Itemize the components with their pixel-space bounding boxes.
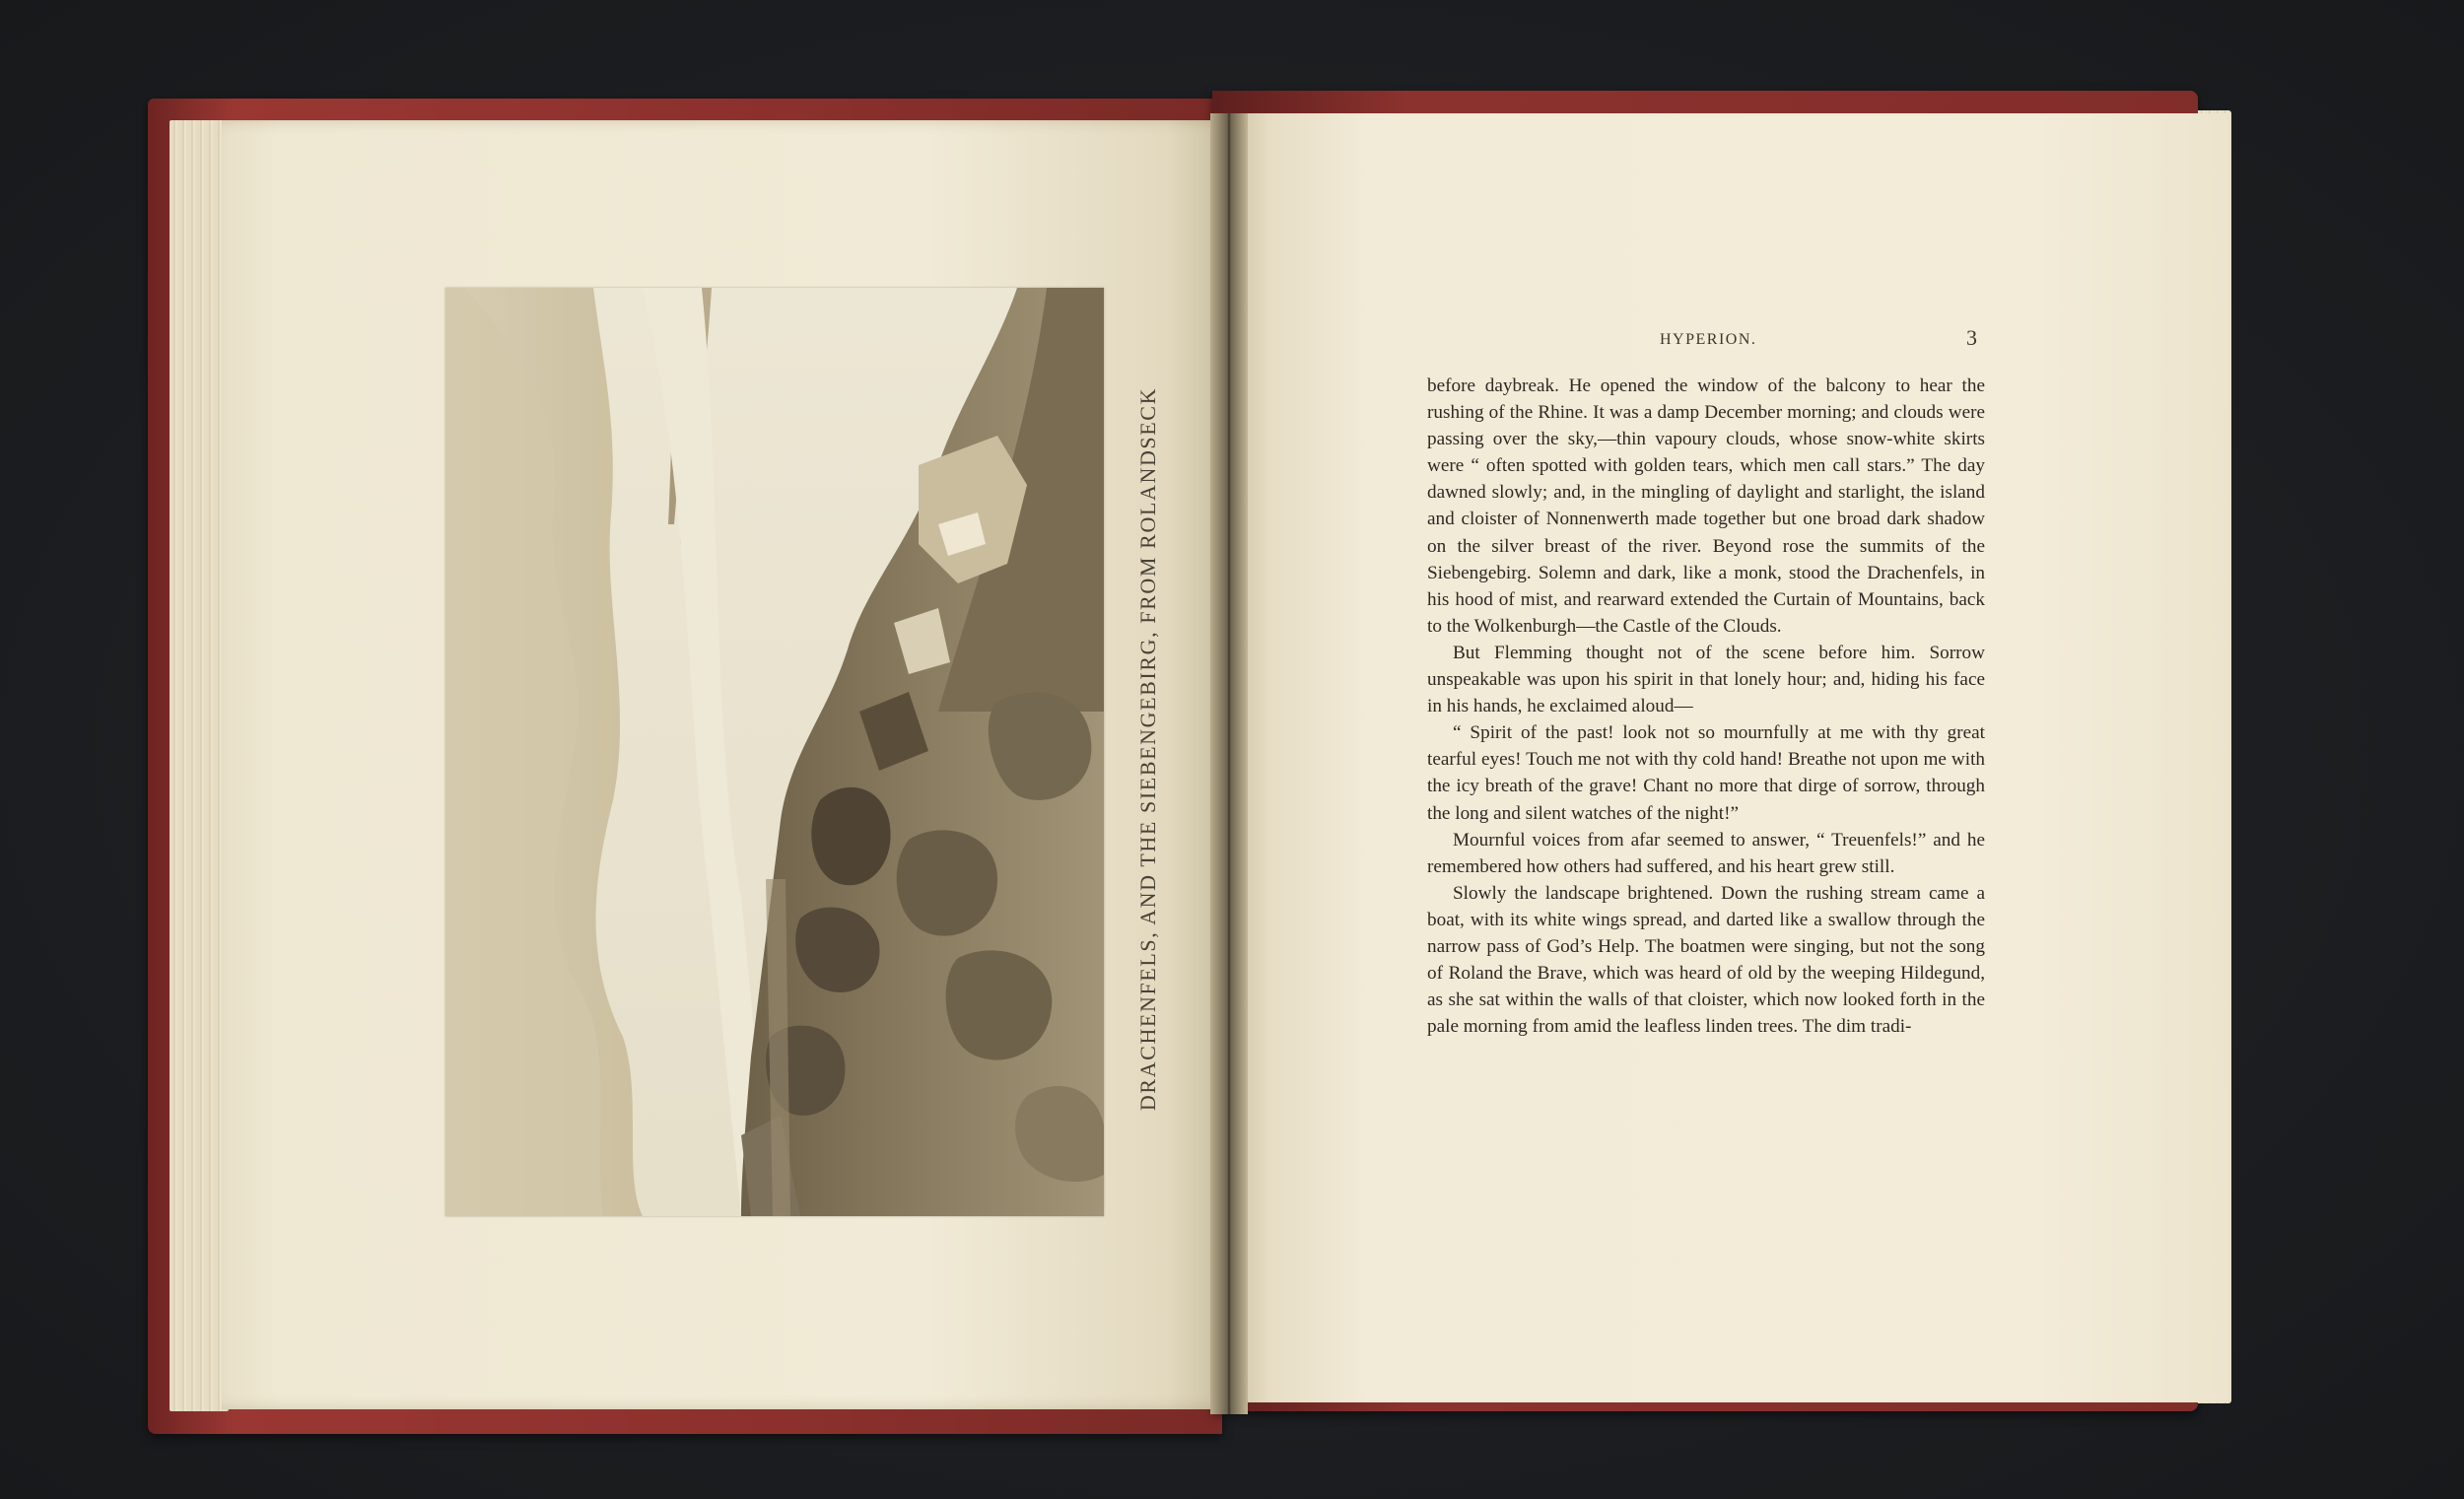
- paragraph: But Flemming thought not of the scene before him. Sorrow unspeakable was upon his spirit in that lonely hour; and, hiding his face in his hands, he exclaimed aloud—: [1427, 642, 1985, 717]
- page-edges-left: [170, 120, 229, 1411]
- paragraph: before daybreak. He opened the window of the balcony to hear the rushing of the Rhine. It was a damp December morning; and clouds were passing over the sky,—thin vapoury clouds, whose snow-white skirts were “ often spotted with golden tears, which men call stars.” The day dawned slowly; and, in the mingling of daylight and starlight, the island and cloister of Nonnenwerth made together but one broad dark shadow on the silver breast of the river. Beyond rose the summits of the Siebengebirg. Solemn and dark, like a monk, stood the Drachenfels, in his hood of mist, and rearward extended the Curtain of Mountains, back to the Wolkenburgh—the Castle of the Clouds.: [1427, 375, 1985, 637]
- plate-photograph: [445, 288, 1104, 1216]
- plate-caption-text: DRACHENFELS, AND THE SIEBENGEBIRG, FROM ROLANDSECK: [1134, 386, 1160, 1111]
- landscape-photograph: [445, 288, 1104, 1216]
- plate-caption: [1126, 386, 1170, 1111]
- paragraph: “ Spirit of the past! look not so mournfully at me with thy great tearful eyes! Touch me not with thy cold hand! Breathe not upon me with the icy breath of the grave! Chant no more that dirge of sorrow, through the long and silent watches of the night!”: [1427, 722, 1985, 824]
- book-gutter: [1210, 113, 1248, 1414]
- running-head: HYPERION.: [1660, 331, 1757, 348]
- paragraph: Slowly the landscape brightened. Down the rushing stream came a boat, with its white wings spread, and darted like a swallow through the narrow pass of God’s Help. The boatmen were singing, but not the song of Roland the Brave, which was heard of old by the weeping Hildegund, as she sat within the walls of that cloister, which now looked forth in the pale morning from amid the leafless linden trees. The dim tradi-: [1427, 882, 1985, 1038]
- paragraph: Mournful voices from afar seemed to answer, “ Treuenfels!” and he remembered how others had suffered, and his heart grew still.: [1427, 829, 1985, 877]
- page-number: 3: [1966, 325, 1977, 350]
- body-text: [1427, 373, 1985, 1040]
